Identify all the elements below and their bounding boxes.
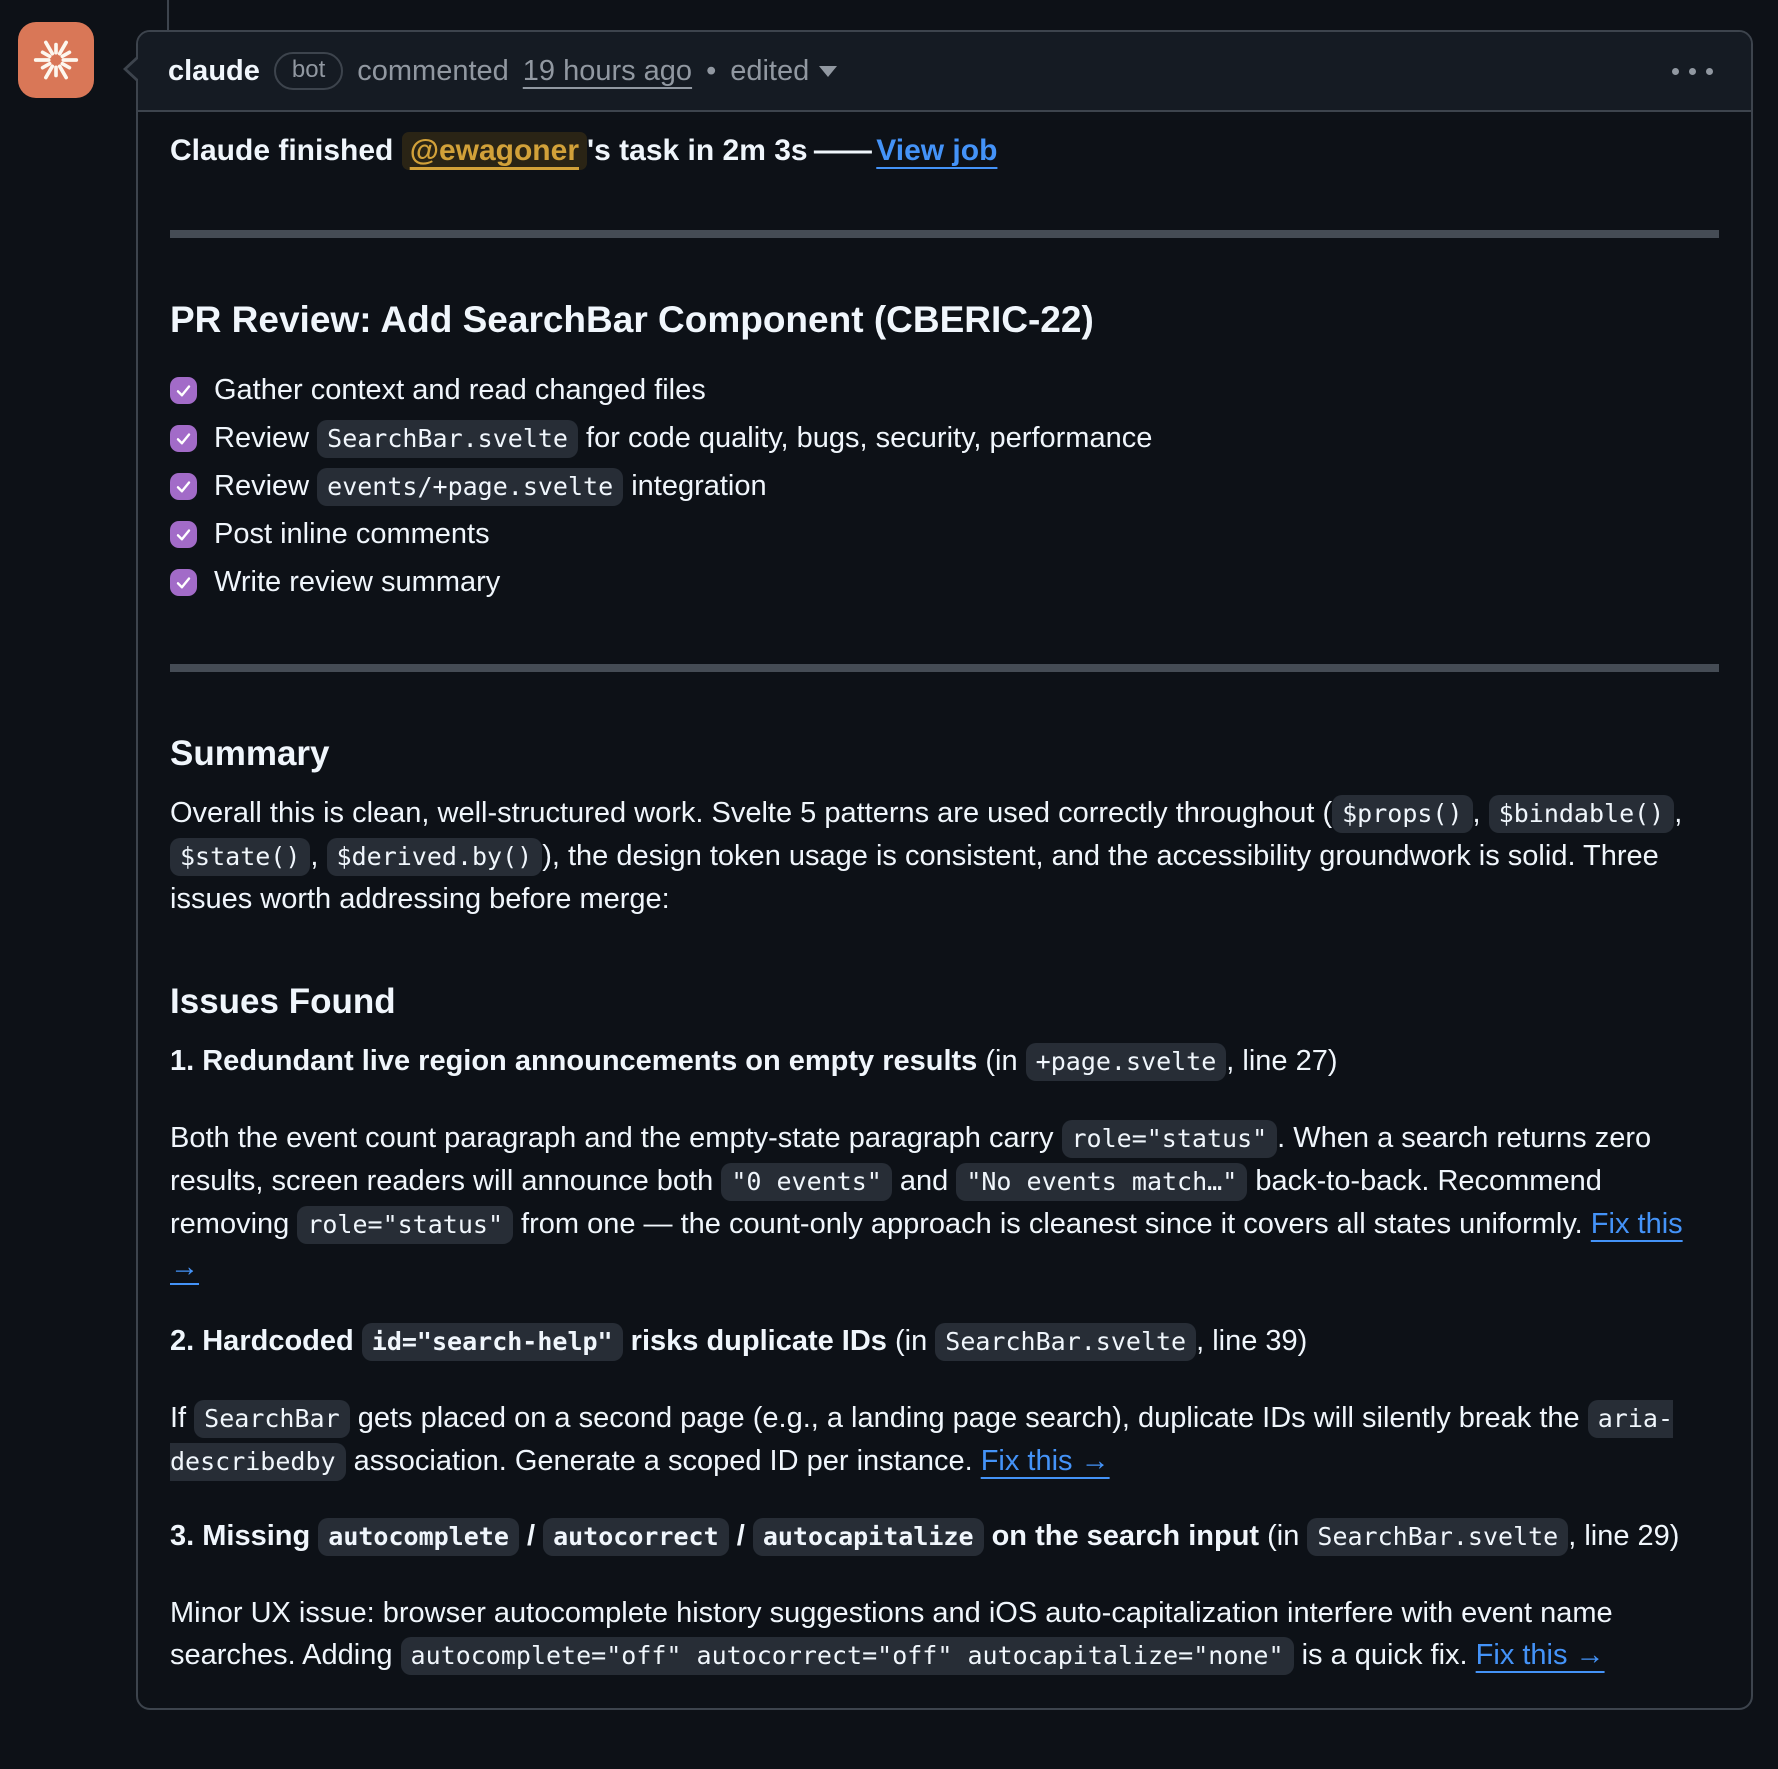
inline-code: events/+page.svelte <box>317 468 623 506</box>
text-run: Post inline comments <box>214 518 490 550</box>
text-run: on the search input <box>983 1520 1260 1552</box>
text-run: 1. Redundant live region announcements on empty results <box>170 1045 978 1077</box>
inline-code: autocomplete="off" autocorrect="off" autocapitalize="none" <box>401 1637 1294 1675</box>
inline-code: role="status" <box>1062 1120 1278 1158</box>
timeline-line <box>167 0 169 32</box>
fix-this-link[interactable]: Fix this → <box>170 1208 1683 1283</box>
text-run: from one — the count-only approach is cleanest since it covers all states uniformly. <box>513 1208 1591 1240</box>
task-list <box>170 366 1719 606</box>
task-label <box>214 561 500 603</box>
text-run: integration <box>623 469 767 502</box>
inline-code: +page.svelte <box>1026 1043 1227 1081</box>
summary-heading: Summary <box>170 734 330 773</box>
text-run: , <box>1472 797 1489 829</box>
text-run: is a quick fix. <box>1293 1639 1476 1671</box>
check-icon <box>174 429 193 448</box>
checked-checkbox[interactable] <box>170 521 197 548</box>
text-run: for code quality, bugs, security, performance <box>577 421 1153 454</box>
text-run: 2. Hardcoded <box>170 1325 362 1357</box>
text-run: Review <box>214 421 318 454</box>
text-run: gets placed on a second page (e.g., a landing page search), duplicate IDs will silently break the <box>349 1402 1588 1434</box>
kebab-menu-button[interactable] <box>1664 60 1721 83</box>
task-item <box>170 510 1719 558</box>
inline-code: aria-describedby <box>170 1400 1673 1481</box>
commented-label: commented <box>357 54 509 87</box>
claude-logo-icon <box>30 34 82 86</box>
inline-code: SearchBar <box>194 1400 349 1438</box>
inline-code: "0 events" <box>721 1163 892 1201</box>
text-run: Overall this is clean, well-structured work. Svelte 5 patterns are used correctly throughout ( <box>170 797 1333 829</box>
checked-checkbox[interactable] <box>170 377 197 404</box>
separator-dot: • <box>706 54 717 87</box>
check-icon <box>174 573 193 592</box>
inline-code: role="status" <box>297 1206 513 1244</box>
text-run: Claude finished <box>170 134 402 167</box>
inline-code: $bindable() <box>1489 795 1675 833</box>
text-run: , <box>1674 797 1683 829</box>
summary-paragraph <box>170 792 1719 920</box>
view-job-link[interactable]: View job <box>876 134 998 167</box>
issue-3-body <box>170 1592 1719 1677</box>
text-run: and <box>891 1165 957 1197</box>
text-run: , <box>310 840 327 872</box>
review-title: PR Review: Add SearchBar Component (CBERIC-22) <box>170 299 1094 340</box>
section-divider <box>170 664 1719 672</box>
issues-heading: Issues Found <box>170 982 396 1021</box>
comment-card <box>136 30 1753 1710</box>
fix-this-link[interactable]: Fix this → <box>1475 1639 1605 1671</box>
task-label <box>214 369 706 411</box>
issue-2-title <box>170 1320 1719 1363</box>
text-run: 's task in 2m 3s <box>587 134 808 167</box>
check-icon <box>174 525 193 544</box>
text-run: (in <box>1259 1520 1308 1552</box>
text-run: , line 27) <box>1226 1045 1338 1077</box>
text-run: 3. Missing <box>170 1520 319 1552</box>
edited-label: edited <box>730 54 810 87</box>
task-item <box>170 558 1719 606</box>
text-run: / <box>518 1520 544 1552</box>
inline-code: id="search-help" <box>362 1323 623 1361</box>
checked-checkbox[interactable] <box>170 425 197 452</box>
author-name[interactable]: claude <box>168 54 260 87</box>
task-item <box>170 366 1719 414</box>
text-run: (in <box>886 1325 936 1357</box>
text-run: —— <box>807 134 877 167</box>
task-item <box>170 414 1719 462</box>
task-item <box>170 462 1719 510</box>
avatar[interactable] <box>18 22 94 98</box>
inline-code: $derived.by() <box>327 838 543 876</box>
task-label <box>214 465 767 508</box>
text-run: Review <box>214 469 318 502</box>
mention-link[interactable]: @ewagoner <box>402 132 587 170</box>
inline-code: "No events match…" <box>956 1163 1247 1201</box>
triangle-down-icon <box>819 66 837 77</box>
intro-line <box>170 130 1719 172</box>
check-icon <box>174 477 193 496</box>
comment-header <box>138 32 1751 112</box>
text-run: Gather context and read changed files <box>214 374 706 406</box>
comment-body <box>138 112 1751 1769</box>
issue-3-title <box>170 1515 1719 1558</box>
text-run: risks duplicate IDs <box>622 1325 887 1357</box>
text-run: If <box>170 1402 195 1434</box>
text-run: (in <box>977 1045 1026 1077</box>
text-run: / <box>728 1520 753 1552</box>
text-run: ), the design token usage is consistent, and the accessibility groundwork is solid. Three issues worth addressing before merge: <box>170 840 1659 915</box>
inline-code: SearchBar.svelte <box>1307 1518 1568 1556</box>
section-divider <box>170 230 1719 238</box>
text-run: , line 39) <box>1196 1325 1308 1357</box>
inline-code: autocapitalize <box>753 1518 984 1556</box>
text-run: Both the event count paragraph and the empty-state paragraph carry <box>170 1122 1062 1154</box>
inline-code: SearchBar.svelte <box>935 1323 1196 1361</box>
inline-code: autocorrect <box>543 1518 729 1556</box>
task-label <box>214 513 490 555</box>
inline-code: $state() <box>170 838 310 876</box>
bot-badge: bot <box>274 52 343 91</box>
text-run: Write review summary <box>214 566 501 598</box>
inline-code: SearchBar.svelte <box>317 420 578 458</box>
text-run: . When a search returns zero results, screen readers will announce both <box>170 1122 1652 1197</box>
task-label <box>214 417 1152 460</box>
checked-checkbox[interactable] <box>170 569 197 596</box>
checked-checkbox[interactable] <box>170 473 197 500</box>
issue-1-title <box>170 1040 1719 1083</box>
issue-1-body <box>170 1117 1719 1288</box>
issue-2-body <box>170 1397 1719 1483</box>
edited-dropdown[interactable] <box>730 55 837 88</box>
text-run: association. Generate a scoped ID per instance. <box>345 1445 981 1477</box>
timestamp-link[interactable]: 19 hours ago <box>522 54 693 87</box>
text-run: Minor UX issue: browser autocomplete history suggestions and iOS auto-capitalization interfere with event name searches. Adding <box>170 1597 1613 1671</box>
inline-code: $props() <box>1332 795 1472 833</box>
fix-this-link[interactable]: Fix this → <box>980 1445 1110 1477</box>
inline-code: autocomplete <box>318 1518 519 1556</box>
text-run: , line 29) <box>1568 1520 1680 1552</box>
check-icon <box>174 381 193 400</box>
text-run: back-to-back. Recommend removing <box>170 1165 1602 1240</box>
